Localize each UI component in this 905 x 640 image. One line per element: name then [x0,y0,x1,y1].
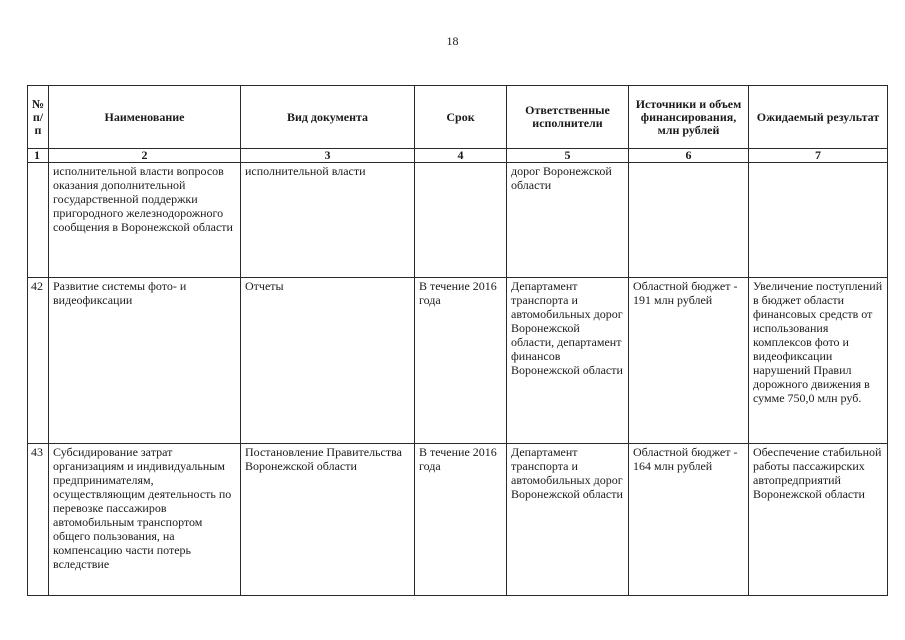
table-row [28,443,888,595]
row-financing [629,163,749,278]
row-term: В течение 2016 года [415,443,507,595]
table-row [28,277,888,443]
row-doc-type: Отчеты [241,277,415,443]
row-financing: Областной бюджет - 191 млн рублей [629,277,749,443]
column-number: 7 [749,149,888,163]
header-term: Срок [415,86,507,149]
row-financing: Областной бюджет - 164 млн рублей [629,443,749,595]
header-result: Ожидаемый результат [749,86,888,149]
row-executors: дорог Воронежской области [507,163,629,278]
page-number: 18 [446,34,459,48]
header-row [28,86,888,149]
column-number: 2 [49,149,241,163]
header-financing: Источники и объем финансирования, млн рублей [629,86,749,149]
row-doc-type: Постановление Правительства Воронежской области [241,443,415,595]
row-name: исполнительной власти вопросов оказания дополнительной государственной поддержки пригородного железнодорожного сообщения в Воронежской области [49,163,241,278]
header-doc-type: Вид документа [241,86,415,149]
row-doc-type: исполнительной власти [241,163,415,278]
column-number: 1 [28,149,49,163]
column-number: 5 [507,149,629,163]
header-number: № п/п [28,86,49,149]
table-row [28,163,888,278]
column-number: 3 [241,149,415,163]
row-result: Увеличение поступлений в бюджет области финансовых средств от использования комплексов фото и видеофиксации нарушений Правил дорожного движения в сумме 750,0 млн руб. [749,277,888,443]
row-name: Развитие системы фото- и видеофиксации [49,277,241,443]
header-executors: Ответственные исполнители [507,86,629,149]
row-name: Субсидирование затрат организациям и индивидуальным предпринимателям, осуществляющим деятельность по перевозке пассажиров автомобильным транспортом общего пользования, на компенсацию части потерь вследствие [49,443,241,595]
column-number: 4 [415,149,507,163]
row-executors: Департамент транспорта и автомобильных дорог Воронежской области, департамент финансов Воронежской области [507,277,629,443]
column-number-row [28,149,888,163]
header-name: Наименование [49,86,241,149]
row-result [749,163,888,278]
row-number [28,163,49,278]
row-number: 43 [28,443,49,595]
row-result: Обеспечение стабильной работы пассажирских автопредприятий Воронежской области [749,443,888,595]
column-number: 6 [629,149,749,163]
measures-table [27,85,888,596]
row-number: 42 [28,277,49,443]
row-executors: Департамент транспорта и автомобильных дорог Воронежской области [507,443,629,595]
row-term: В течение 2016 года [415,277,507,443]
row-term [415,163,507,278]
